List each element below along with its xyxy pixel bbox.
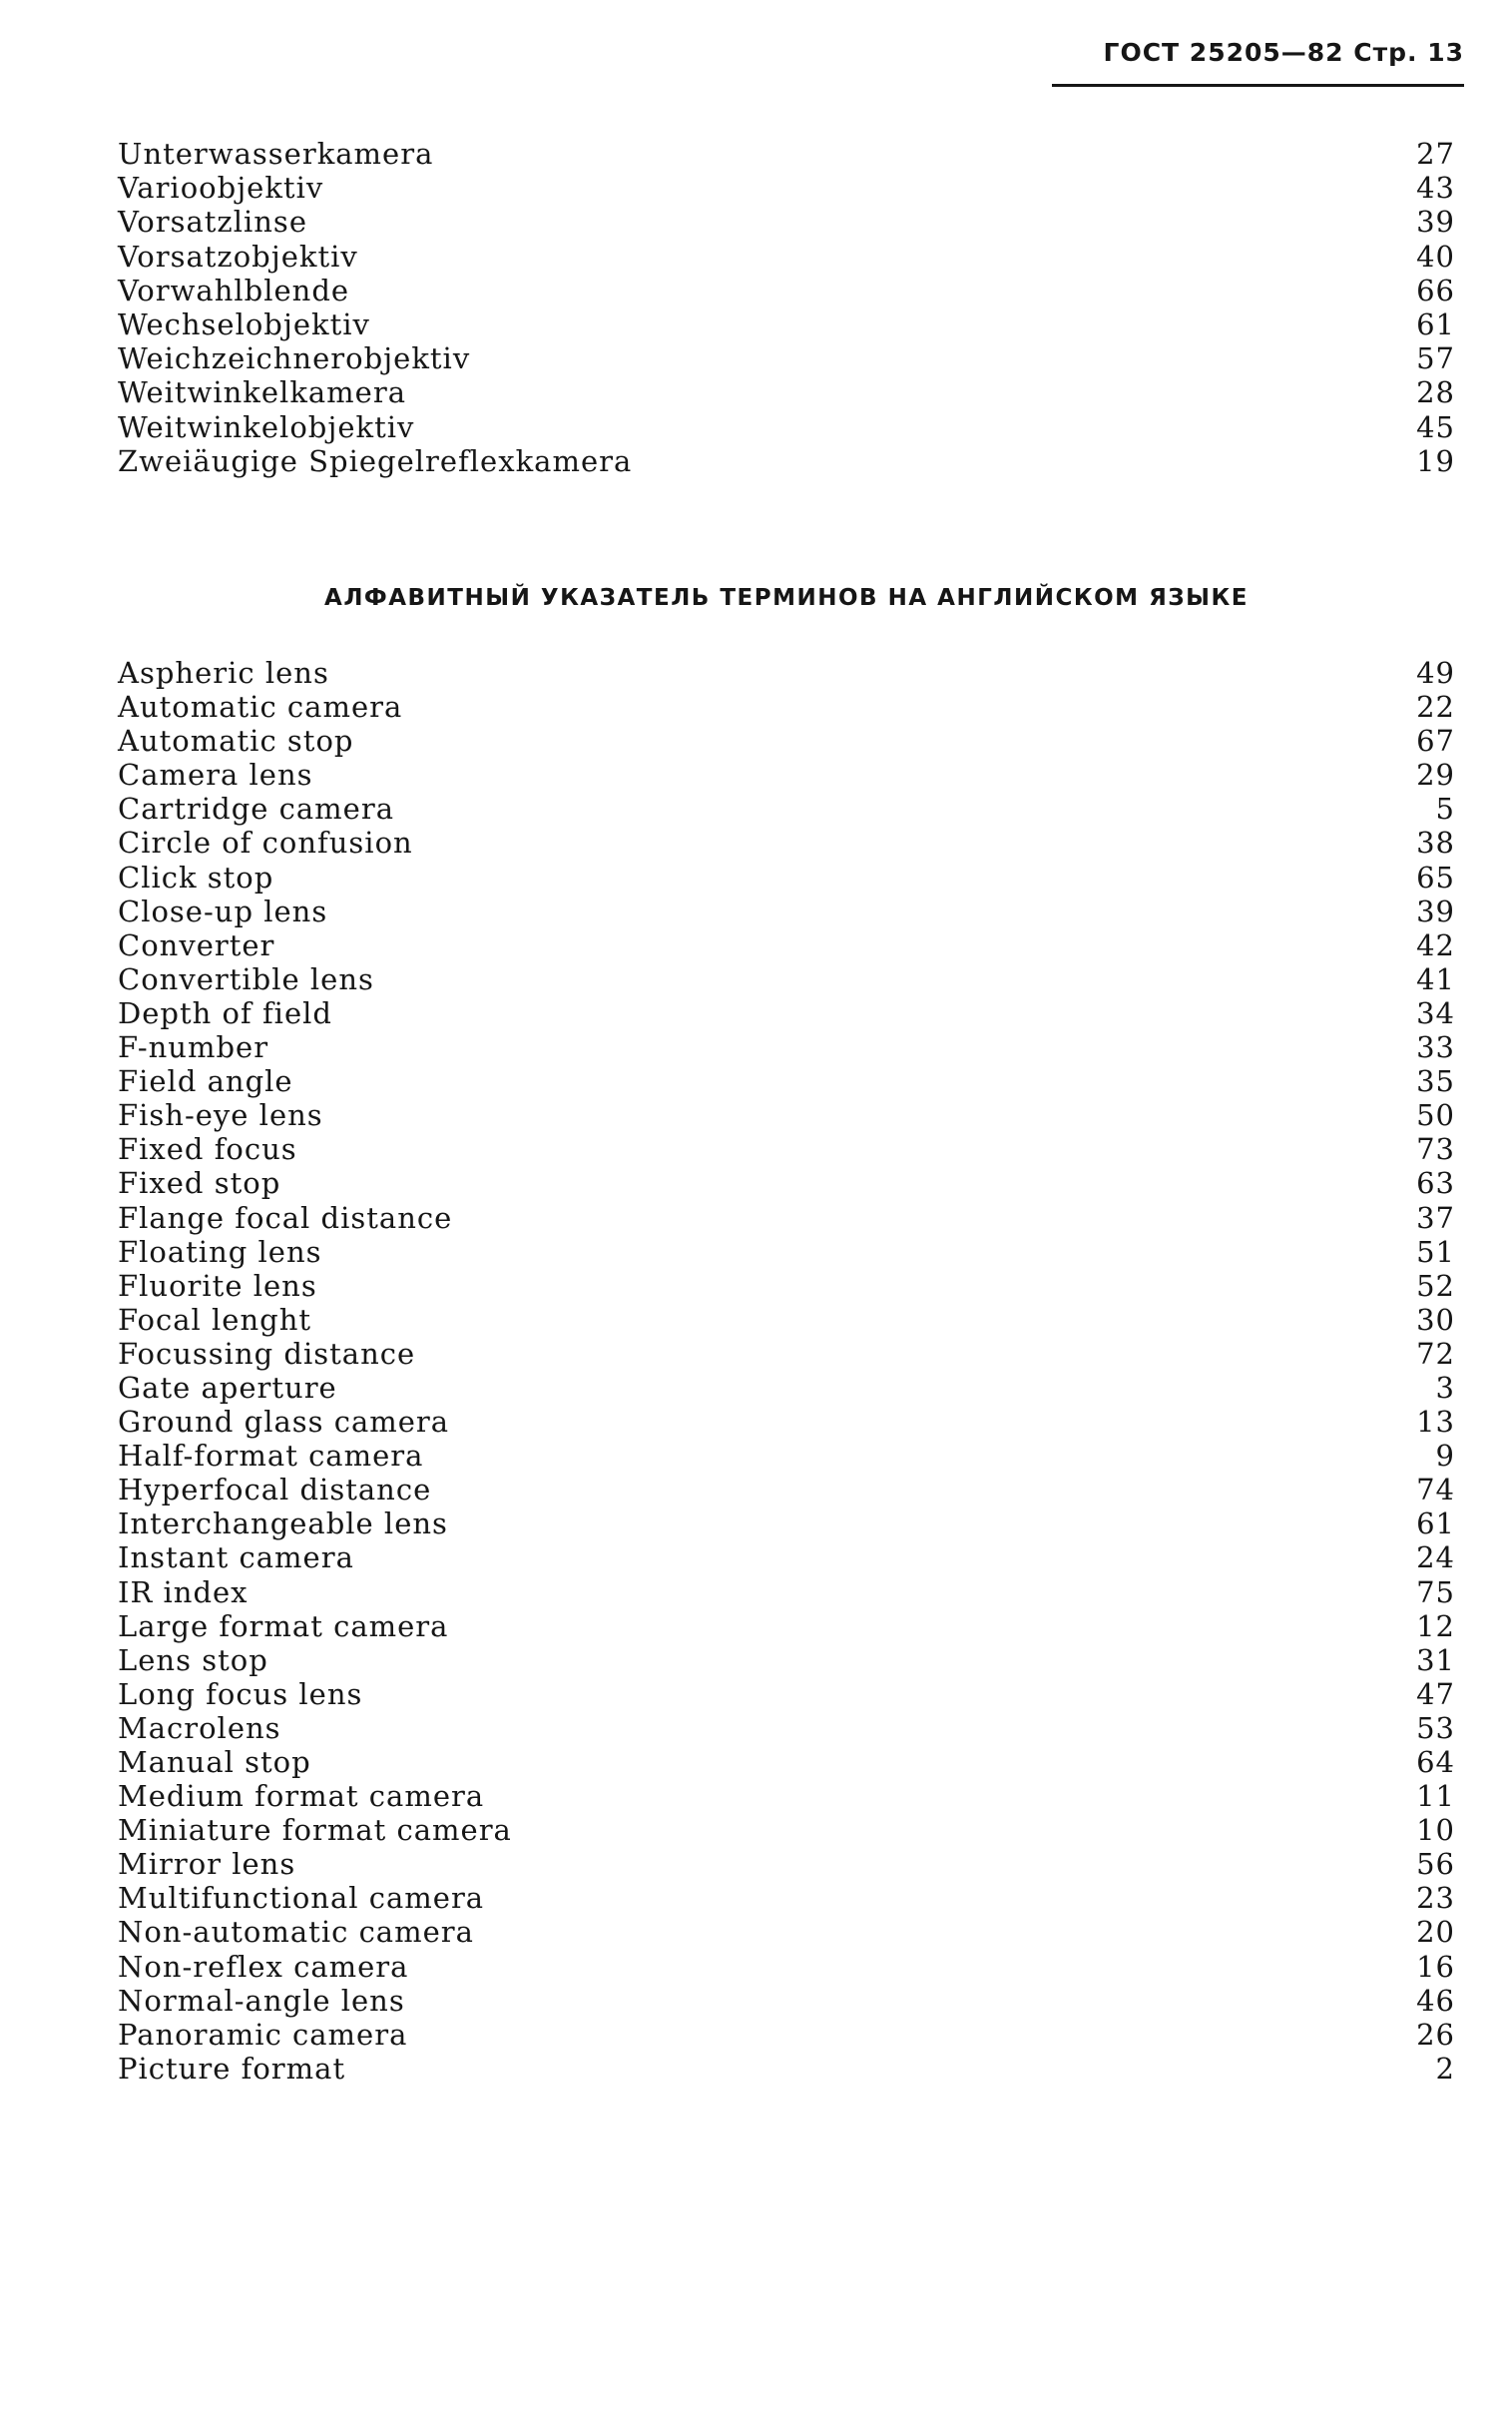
index-entry <box>118 1201 1455 1235</box>
index-entry <box>118 1269 1455 1303</box>
index-entry <box>118 171 1455 205</box>
index-term: Unterwasserkamera <box>118 137 434 171</box>
index-term: Click stop <box>118 860 274 895</box>
index-term: Fluorite lens <box>118 1268 317 1303</box>
index-term: Panoramic camera <box>118 2017 408 2052</box>
index-term: Manual stop <box>118 1745 311 1779</box>
index-term: Normal-angle lens <box>118 1983 405 2018</box>
index-term: Convertible lens <box>118 961 374 996</box>
index-page-number: 64 <box>1416 1745 1455 1779</box>
index-term: Instant camera <box>118 1540 354 1575</box>
index-page-number: 67 <box>1416 724 1455 759</box>
index-term: Aspheric lens <box>118 656 329 690</box>
index-entry <box>118 1235 1455 1269</box>
index-entry <box>118 962 1455 996</box>
index-term: Lens stop <box>118 1642 268 1677</box>
index-page-number: 66 <box>1416 273 1455 307</box>
index-page-number: 10 <box>1416 1813 1455 1848</box>
index-page-number: 3 <box>1435 1370 1455 1405</box>
index-page-number: 50 <box>1416 1098 1455 1133</box>
index-entry <box>118 1575 1455 1609</box>
index-page-number: 11 <box>1416 1779 1455 1814</box>
index-entry <box>118 724 1455 758</box>
index-page-number: 49 <box>1416 656 1455 690</box>
index-page-number: 29 <box>1416 758 1455 793</box>
index-term: Varioobjektiv <box>118 171 324 206</box>
index-entry <box>118 861 1455 895</box>
index-page-number: 74 <box>1416 1473 1455 1507</box>
index-page-number: 26 <box>1416 2017 1455 2052</box>
index-page-number: 73 <box>1416 1132 1455 1167</box>
index-term: Wechselobjektiv <box>118 306 370 341</box>
index-term: Ground glass camera <box>118 1405 450 1440</box>
index-term: Fixed stop <box>118 1166 281 1201</box>
index-entry <box>118 1643 1455 1677</box>
index-page-number: 56 <box>1416 1847 1455 1882</box>
index-entry <box>118 1098 1455 1132</box>
index-term: Multifunctional camera <box>118 1881 485 1916</box>
index-entry <box>118 1609 1455 1643</box>
index-entry <box>118 1337 1455 1371</box>
index-page-number: 46 <box>1416 1983 1455 2018</box>
index-entry <box>118 1540 1455 1574</box>
index-entry <box>118 1711 1455 1745</box>
index-page-number: 52 <box>1416 1268 1455 1303</box>
index-entry <box>118 656 1455 690</box>
index-page-number: 16 <box>1416 1949 1455 1984</box>
index-term: IR index <box>118 1574 249 1609</box>
index-entry <box>118 792 1455 826</box>
index-entry <box>118 1303 1455 1337</box>
index-page-number: 42 <box>1416 927 1455 962</box>
index-entry <box>118 1881 1455 1915</box>
index-entry <box>118 1405 1455 1439</box>
index-page-number: 61 <box>1416 1506 1455 1541</box>
index-entry <box>118 826 1455 860</box>
index-term: Vorsatzlinse <box>118 205 307 240</box>
index-entry <box>118 274 1455 307</box>
index-page-number: 13 <box>1416 1405 1455 1440</box>
index-entry <box>118 1950 1455 1984</box>
index-entry <box>118 690 1455 724</box>
index-term: Hyperfocal distance <box>118 1473 432 1507</box>
index-page-number: 45 <box>1416 409 1455 444</box>
index-page-number: 12 <box>1416 1608 1455 1643</box>
index-term: F-number <box>118 1030 269 1065</box>
index-term: Cartridge camera <box>118 792 394 827</box>
index-term: Weitwinkelkamera <box>118 375 406 410</box>
index-page-number: 39 <box>1416 894 1455 928</box>
index-entry <box>118 341 1455 375</box>
index-entry <box>118 205 1455 239</box>
index-page-number: 38 <box>1416 826 1455 861</box>
index-entry <box>118 1984 1455 2018</box>
index-page-number: 2 <box>1435 2051 1455 2086</box>
index-page-number: 65 <box>1416 860 1455 895</box>
index-entry <box>118 1473 1455 1506</box>
index-term: Focussing distance <box>118 1336 416 1371</box>
index-entry <box>118 240 1455 274</box>
index-page-number: 39 <box>1416 205 1455 240</box>
index-entry <box>118 1745 1455 1779</box>
index-term: Large format camera <box>118 1608 449 1643</box>
index-page-number: 28 <box>1416 375 1455 410</box>
index-term: Converter <box>118 927 275 962</box>
index-page-number: 5 <box>1435 792 1455 827</box>
index-entry <box>118 1506 1455 1540</box>
index-term: Mirror lens <box>118 1847 296 1882</box>
index-entry <box>118 758 1455 792</box>
index-page-number: 53 <box>1416 1710 1455 1745</box>
index-term: Field angle <box>118 1064 293 1099</box>
index-page-number: 24 <box>1416 1540 1455 1575</box>
index-entry <box>118 1677 1455 1711</box>
section-heading: АЛФАВИТНЫЙ УКАЗАТЕЛЬ ТЕРМИНОВ НА АНГЛИЙСКОМ ЯЗЫКЕ <box>324 585 1249 611</box>
index-term: Close-up lens <box>118 894 328 928</box>
index-term: Long focus lens <box>118 1676 363 1711</box>
index-page-number: 41 <box>1416 961 1455 996</box>
index-page-number: 9 <box>1435 1439 1455 1474</box>
index-page-number: 33 <box>1416 1030 1455 1065</box>
index-entry <box>118 895 1455 928</box>
index-term: Flange focal distance <box>118 1200 453 1235</box>
header-rule <box>1052 84 1464 87</box>
page-header: ГОСТ 25205—82 Стр. 13 <box>1103 38 1464 67</box>
index-page-number: 34 <box>1416 995 1455 1030</box>
index-entry <box>118 1371 1455 1405</box>
index-entry <box>118 410 1455 444</box>
index-term: Fish-eye lens <box>118 1098 323 1133</box>
index-term: Non-automatic camera <box>118 1915 474 1950</box>
index-entry <box>118 1166 1455 1200</box>
index-term: Zweiäugige Spiegelreflexkamera <box>118 443 633 478</box>
index-term: Focal lenght <box>118 1302 312 1337</box>
index-term: Fixed focus <box>118 1132 297 1167</box>
index-page-number: 47 <box>1416 1676 1455 1711</box>
index-entry <box>118 307 1455 341</box>
index-page-number: 75 <box>1416 1574 1455 1609</box>
index-term: Gate aperture <box>118 1370 337 1405</box>
index-term: Half-format camera <box>118 1439 424 1474</box>
index-term: Non-reflex camera <box>118 1949 409 1984</box>
index-page-number: 57 <box>1416 341 1455 376</box>
index-page-number: 30 <box>1416 1302 1455 1337</box>
index-entry <box>118 996 1455 1030</box>
index-page-number: 37 <box>1416 1200 1455 1235</box>
index-entry <box>118 1813 1455 1847</box>
index-page-number: 61 <box>1416 306 1455 341</box>
index-term: Vorsatzobjektiv <box>118 239 358 274</box>
index-page-number: 51 <box>1416 1234 1455 1269</box>
index-page-number: 31 <box>1416 1642 1455 1677</box>
index-term: Interchangeable lens <box>118 1506 448 1541</box>
index-term: Macrolens <box>118 1710 281 1745</box>
index-entry <box>118 1064 1455 1098</box>
index-entry <box>118 1915 1455 1949</box>
index-page-number: 20 <box>1416 1915 1455 1950</box>
index-entry <box>118 375 1455 409</box>
index-term: Floating lens <box>118 1234 322 1269</box>
index-term: Vorwahlblende <box>118 273 350 307</box>
index-page-number: 22 <box>1416 690 1455 725</box>
index-entry <box>118 1439 1455 1473</box>
index-entry <box>118 1132 1455 1166</box>
index-term: Weitwinkelobjektiv <box>118 409 415 444</box>
english-index-list <box>118 656 1455 2086</box>
index-term: Picture format <box>118 2051 346 2086</box>
index-entry <box>118 137 1455 171</box>
index-term: Automatic stop <box>118 724 354 759</box>
index-page-number: 19 <box>1416 443 1455 478</box>
index-term: Camera lens <box>118 758 313 793</box>
index-entry <box>118 1847 1455 1881</box>
index-page-number: 63 <box>1416 1166 1455 1201</box>
index-entry <box>118 1779 1455 1813</box>
index-entry <box>118 2018 1455 2052</box>
index-term: Circle of confusion <box>118 826 413 861</box>
index-term: Automatic camera <box>118 690 403 725</box>
index-page-number: 35 <box>1416 1064 1455 1099</box>
index-page-number: 40 <box>1416 239 1455 274</box>
german-index-list <box>118 137 1455 478</box>
index-entry <box>118 928 1455 962</box>
index-page-number: 43 <box>1416 171 1455 206</box>
index-entry <box>118 1030 1455 1064</box>
index-page-number: 23 <box>1416 1881 1455 1916</box>
index-entry <box>118 444 1455 478</box>
index-term: Miniature format camera <box>118 1813 512 1848</box>
index-entry <box>118 2052 1455 2086</box>
index-term: Weichzeichnerobjektiv <box>118 341 471 376</box>
index-page-number: 27 <box>1416 137 1455 171</box>
index-term: Medium format camera <box>118 1779 485 1814</box>
index-term: Depth of field <box>118 995 332 1030</box>
index-page-number: 72 <box>1416 1336 1455 1371</box>
